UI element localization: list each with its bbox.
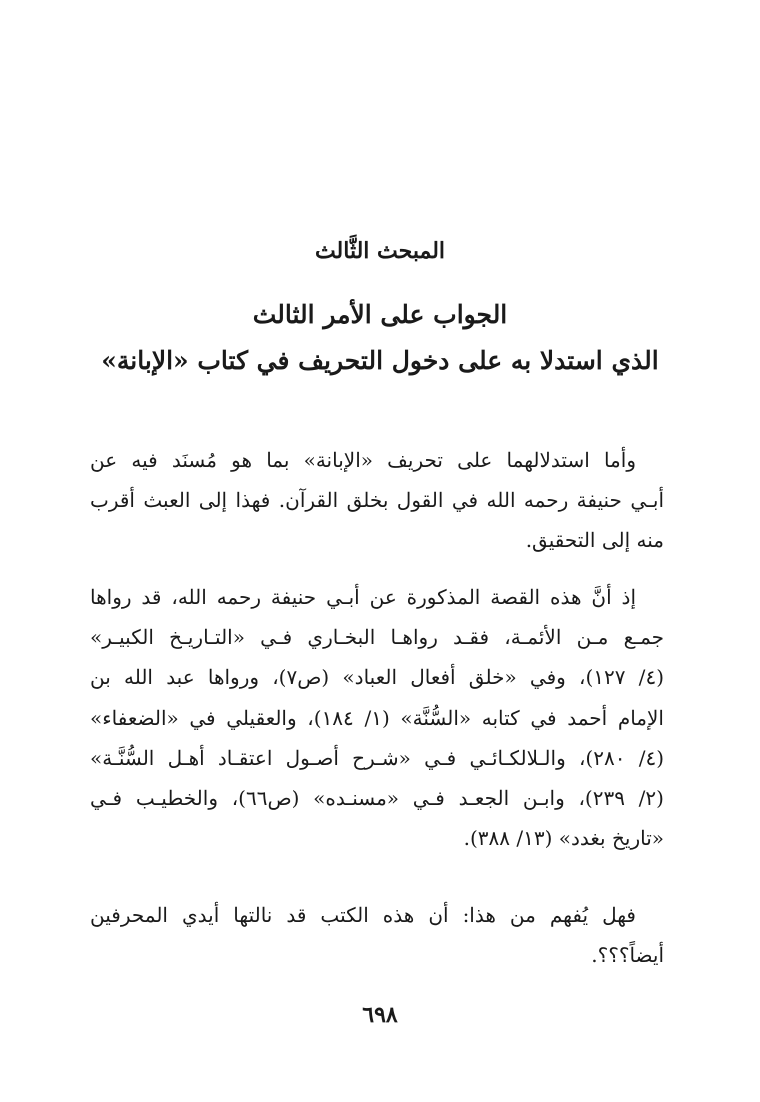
chapter-title-line-1: الجواب على الأمر الثالث (252, 300, 508, 329)
paragraph-2 (90, 577, 664, 858)
paragraph-3 (90, 895, 664, 975)
text-line: أيضاً؟؟؟. (591, 943, 664, 968)
section-heading: المبحث الثَّالث (314, 238, 446, 264)
text-line: «تاريخ بغدد» (١٣/ ٣٨٨). (463, 826, 664, 851)
text-line: جمـع مـن الأئمـة، فقـد رواهـا البخـاري فـي «التـاريـخ الكبيـر» (90, 625, 664, 650)
text-line: فهل يُفهم من هذا: أن هذه الكتب قد نالتها أيدي المحرفين (90, 903, 636, 927)
text-line: أبـي حنيفة رحمه الله في القول بخلق القرآن. فهذا إلى العبث أقرب (90, 488, 664, 513)
text-line: (٤/ ١٢٧)، وفي «خلق أفعال العباد» (ص٧)، ورواها عبد الله بن (90, 665, 664, 690)
text-line: وأما استدلالهما على تحريف «الإبانة» بما هو مُسنَد فيه عن (90, 448, 636, 472)
page-number: ٦٩٨ (362, 1002, 398, 1028)
text-line: (٤/ ٢٨٠)، والـلالكـائـي فـي «شـرح أصـول اعتقـاد أهـل السُّنَّـة» (90, 745, 664, 770)
paragraph-1 (90, 440, 664, 561)
text-line: (٢/ ٢٣٩)، وابـن الجعـد فـي «مسنـده» (ص٦٦)، والخطيـب فـي (90, 785, 664, 810)
text-line: الإمام أحمد في كتابه «السُّنَّة» (١/ ١٨٤)، والعقيلي في «الضعفاء» (90, 705, 664, 730)
chapter-title-line-2: الذي استدلا به على دخول التحريف في كتاب «الإبانة» (101, 346, 659, 375)
text-line: إذ أنَّ هذه القصة المذكورة عن أبـي حنيفة رحمه الله، قد رواها (90, 585, 637, 609)
text-line: منه إلى التحقيق. (525, 528, 664, 553)
